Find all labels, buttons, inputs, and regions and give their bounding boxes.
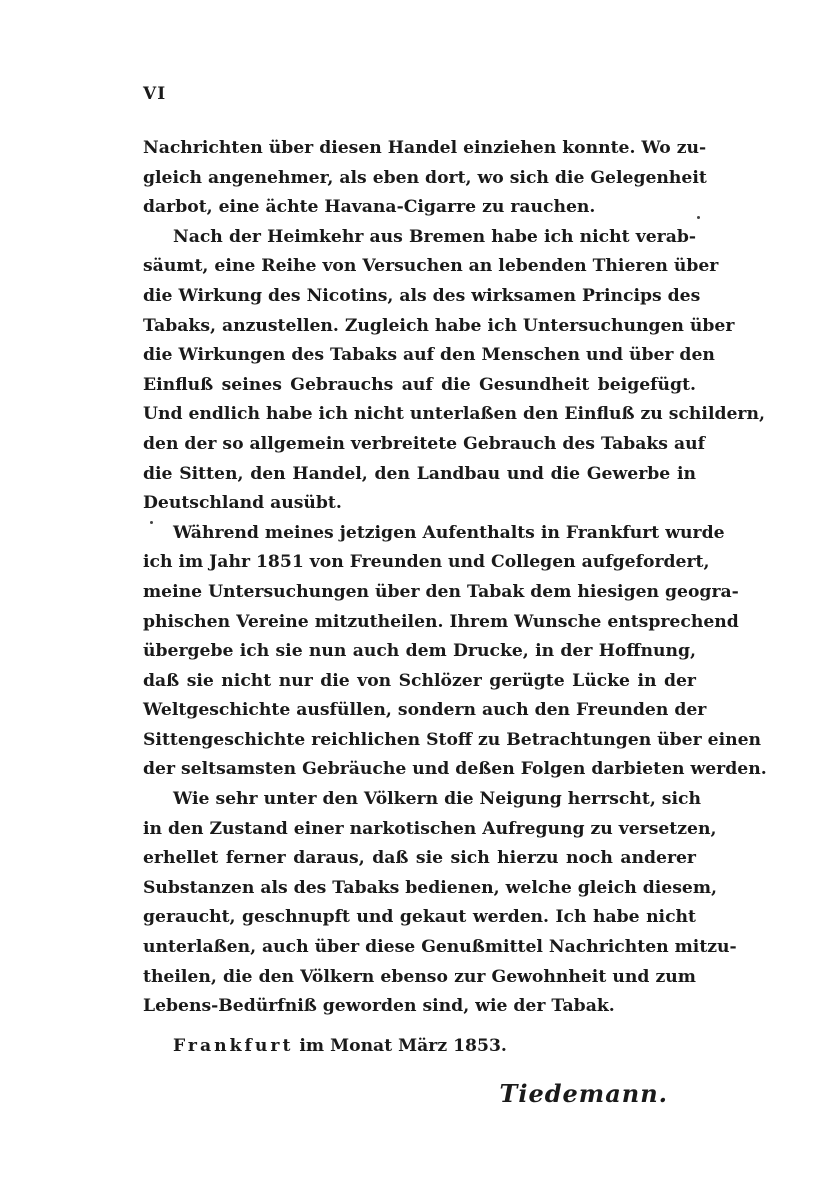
text-line: Weltgeschichte ausfüllen, sondern auch den Freunden der [143,700,707,721]
paragraph [143,519,767,785]
text-line: Wie sehr unter den Völkern die Neigung herrscht, sich [173,789,701,810]
text-line: Tabaks, anzustellen. Zugleich habe ich Untersuchungen über [143,315,735,336]
dateline [173,1036,507,1056]
print-speck [150,521,153,524]
page-number: VI [143,84,167,104]
text-line: säumt, eine Reihe von Versuchen an lebenden Thieren über [143,256,719,277]
text-line: ich im Jahr 1851 von Freunden und Collegen aufgefordert, [143,552,710,573]
text-line: Deutschland ausübt. [143,493,342,514]
body-text [143,134,767,1022]
text-line: phischen Vereine mitzutheilen. Ihrem Wunsche entsprechend [143,611,739,632]
text-line: in den Zustand einer narkotischen Aufregung zu versetzen, [143,818,717,839]
text-line: geraucht, geschnupft und gekaut werden. Ich habe nicht [143,907,696,928]
text-line: erhellet ferner daraus, daß sie sich hierzu noch anderer [143,848,696,869]
text-line: Nach der Heimkehr aus Bremen habe ich nicht verab- [173,226,696,247]
text-line: daß sie nicht nur die von Schlözer gerügte Lücke in der [143,670,696,691]
text-line: die Wirkung des Nicotins, als des wirksamen Princips des [143,285,701,306]
author-signature: Tiedemann. [499,1079,668,1108]
text-line: der seltsamsten Gebräuche und deßen Folgen darbieten werden. [143,759,767,780]
text-line: den der so allgemein verbreitete Gebrauch des Tabaks auf [143,433,705,454]
text-line: Sittengeschichte reichlichen Stoff zu Betrachtungen über einen [143,729,762,750]
print-speck [697,216,700,219]
text-line: die Sitten, den Handel, den Landbau und die Gewerbe in [143,463,696,484]
dateline-place: Frankfurt [173,1036,294,1056]
text-line: Einfluß seines Gebrauchs auf die Gesundheit beigefügt. [143,374,696,395]
text-line: Während meines jetzigen Aufenthalts in Frankfurt wurde [173,522,725,543]
text-line: unterlaßen, auch über diese Genußmittel Nachrichten mitzu- [143,937,737,958]
text-line: Nachrichten über diesen Handel einziehen konnte. Wo zu- [143,138,707,158]
text-line: darbot, eine ächte Havana-Cigarre zu rauchen. [143,197,596,218]
text-line: meine Untersuchungen über den Tabak dem hiesigen geogra- [143,581,739,602]
paragraph [143,223,765,519]
paragraph [143,785,737,1022]
text-line: theilen, die den Völkern ebenso zur Gewohnheit und zum [143,966,696,987]
text-line: übergebe ich sie nun auch dem Drucke, in der Hoffnung, [143,641,696,662]
dateline-date: im Monat März 1853. [293,1036,507,1056]
text-line: Substanzen als des Tabaks bedienen, welche gleich diesem, [143,877,717,898]
text-line: gleich angenehmer, als eben dort, wo sich die Gelegenheit [143,167,707,188]
paragraph [143,134,707,223]
text-line: Und endlich habe ich nicht unterlaßen den Einfluß zu schildern, [143,404,765,425]
text-line: die Wirkungen des Tabaks auf den Menschen und über den [143,345,715,366]
text-line: Lebens-Bedürfniß geworden sind, wie der Tabak. [143,996,615,1017]
